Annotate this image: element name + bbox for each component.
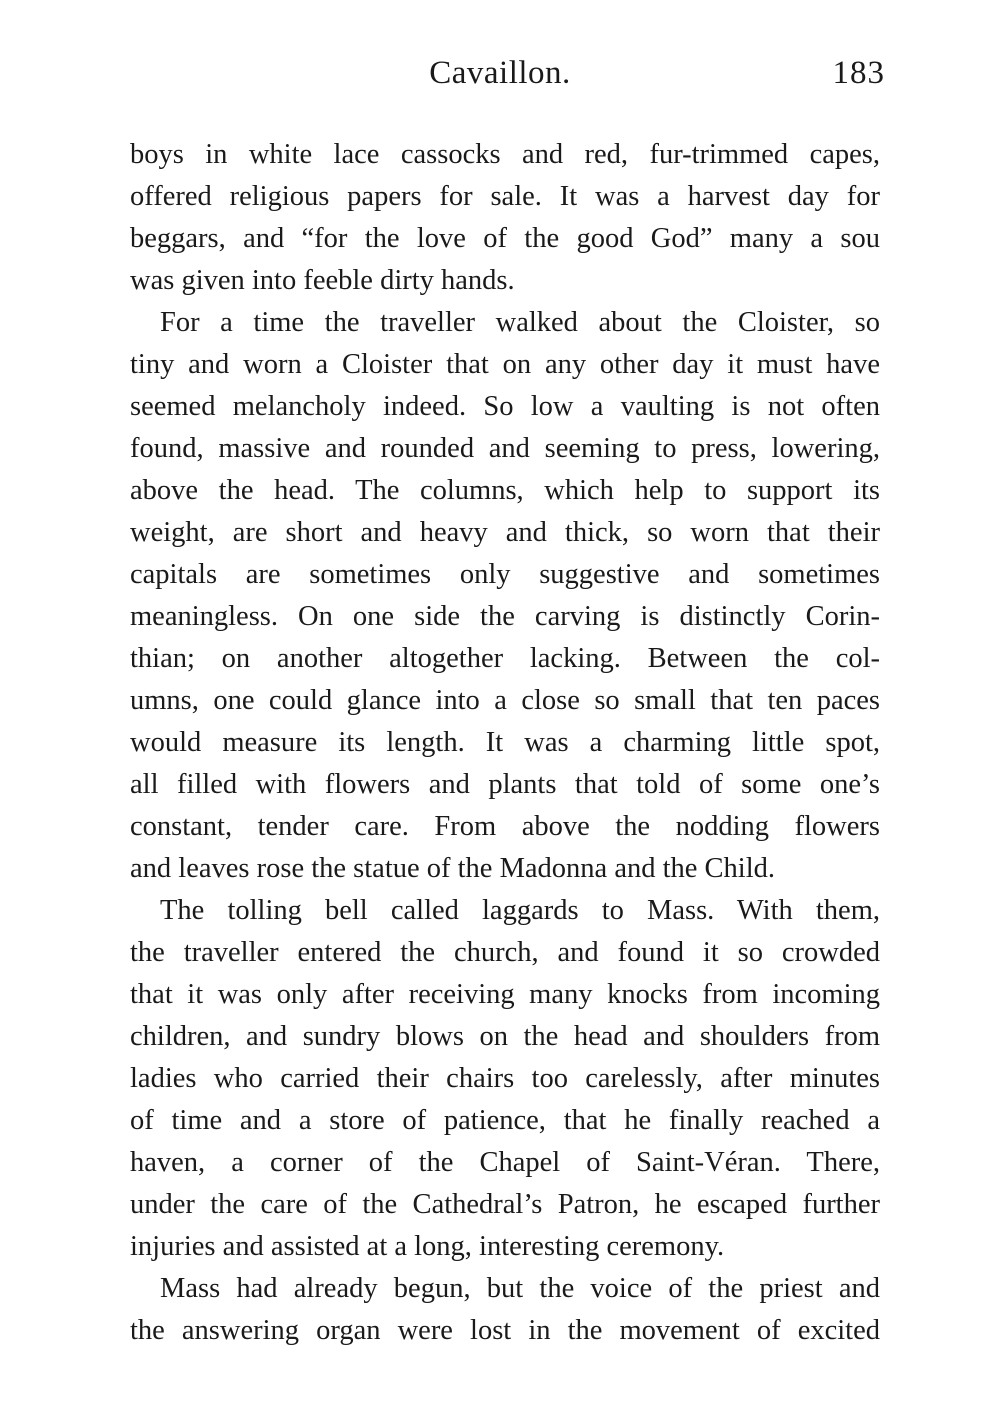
text-line: and leaves rose the statue of the Madonna and the Child.	[130, 853, 776, 884]
text-line: was given into feeble dirty hands.	[130, 265, 515, 296]
paragraph	[130, 1268, 880, 1352]
text-line: the answering organ were lost in the movement of excited	[130, 1315, 880, 1346]
text-line: capitals are sometimes only suggestive and sometimes	[130, 559, 880, 590]
text-line: The tolling bell called laggards to Mass. With them,	[160, 895, 880, 926]
text-line: all filled with flowers and plants that told of some one’s	[130, 769, 880, 800]
page-number: 183	[832, 55, 885, 91]
text-line: offered religious papers for sale. It was a harvest day for	[130, 181, 880, 212]
text-line: that it was only after receiving many knocks from incoming	[130, 979, 880, 1010]
running-head	[0, 48, 1000, 98]
body-text	[130, 134, 880, 1352]
text-line: beggars, and “for the love of the good God” many a sou	[130, 223, 880, 254]
text-line: tiny and worn a Cloister that on any other day it must have	[130, 349, 880, 380]
paragraph	[130, 302, 880, 890]
text-line: found, massive and rounded and seeming to press, lowering,	[130, 433, 880, 464]
text-line: umns, one could glance into a close so small that ten paces	[130, 685, 880, 716]
text-line: thian; on another altogether lacking. Between the col-	[130, 643, 880, 674]
text-line: haven, a corner of the Chapel of Saint-Véran. There,	[130, 1147, 880, 1178]
running-title: Cavaillon.	[429, 55, 571, 91]
text-line: weight, are short and heavy and thick, so worn that their	[130, 517, 880, 548]
paragraph	[130, 134, 880, 302]
paragraph	[130, 890, 880, 1268]
text-line: seemed melancholy indeed. So low a vaulting is not often	[130, 391, 880, 422]
text-line: of time and a store of patience, that he finally reached a	[130, 1105, 880, 1136]
text-line: ladies who carried their chairs too carelessly, after minutes	[130, 1063, 880, 1094]
text-line: would measure its length. It was a charming little spot,	[130, 727, 880, 758]
text-line: injuries and assisted at a long, interesting ceremony.	[130, 1231, 725, 1262]
text-line: boys in white lace cassocks and red, fur-trimmed capes,	[130, 139, 880, 170]
text-line: above the head. The columns, which help to support its	[130, 475, 880, 506]
text-line: meaningless. On one side the carving is distinctly Corin-	[130, 601, 880, 632]
text-line: children, and sundry blows on the head and shoulders from	[130, 1021, 880, 1052]
text-line: Mass had already begun, but the voice of the priest and	[160, 1273, 880, 1304]
text-line: For a time the traveller walked about the Cloister, so	[160, 307, 880, 338]
text-line: the traveller entered the church, and found it so crowded	[130, 937, 880, 968]
text-line: constant, tender care. From above the nodding flowers	[130, 811, 880, 842]
text-line: under the care of the Cathedral’s Patron, he escaped further	[130, 1189, 880, 1220]
